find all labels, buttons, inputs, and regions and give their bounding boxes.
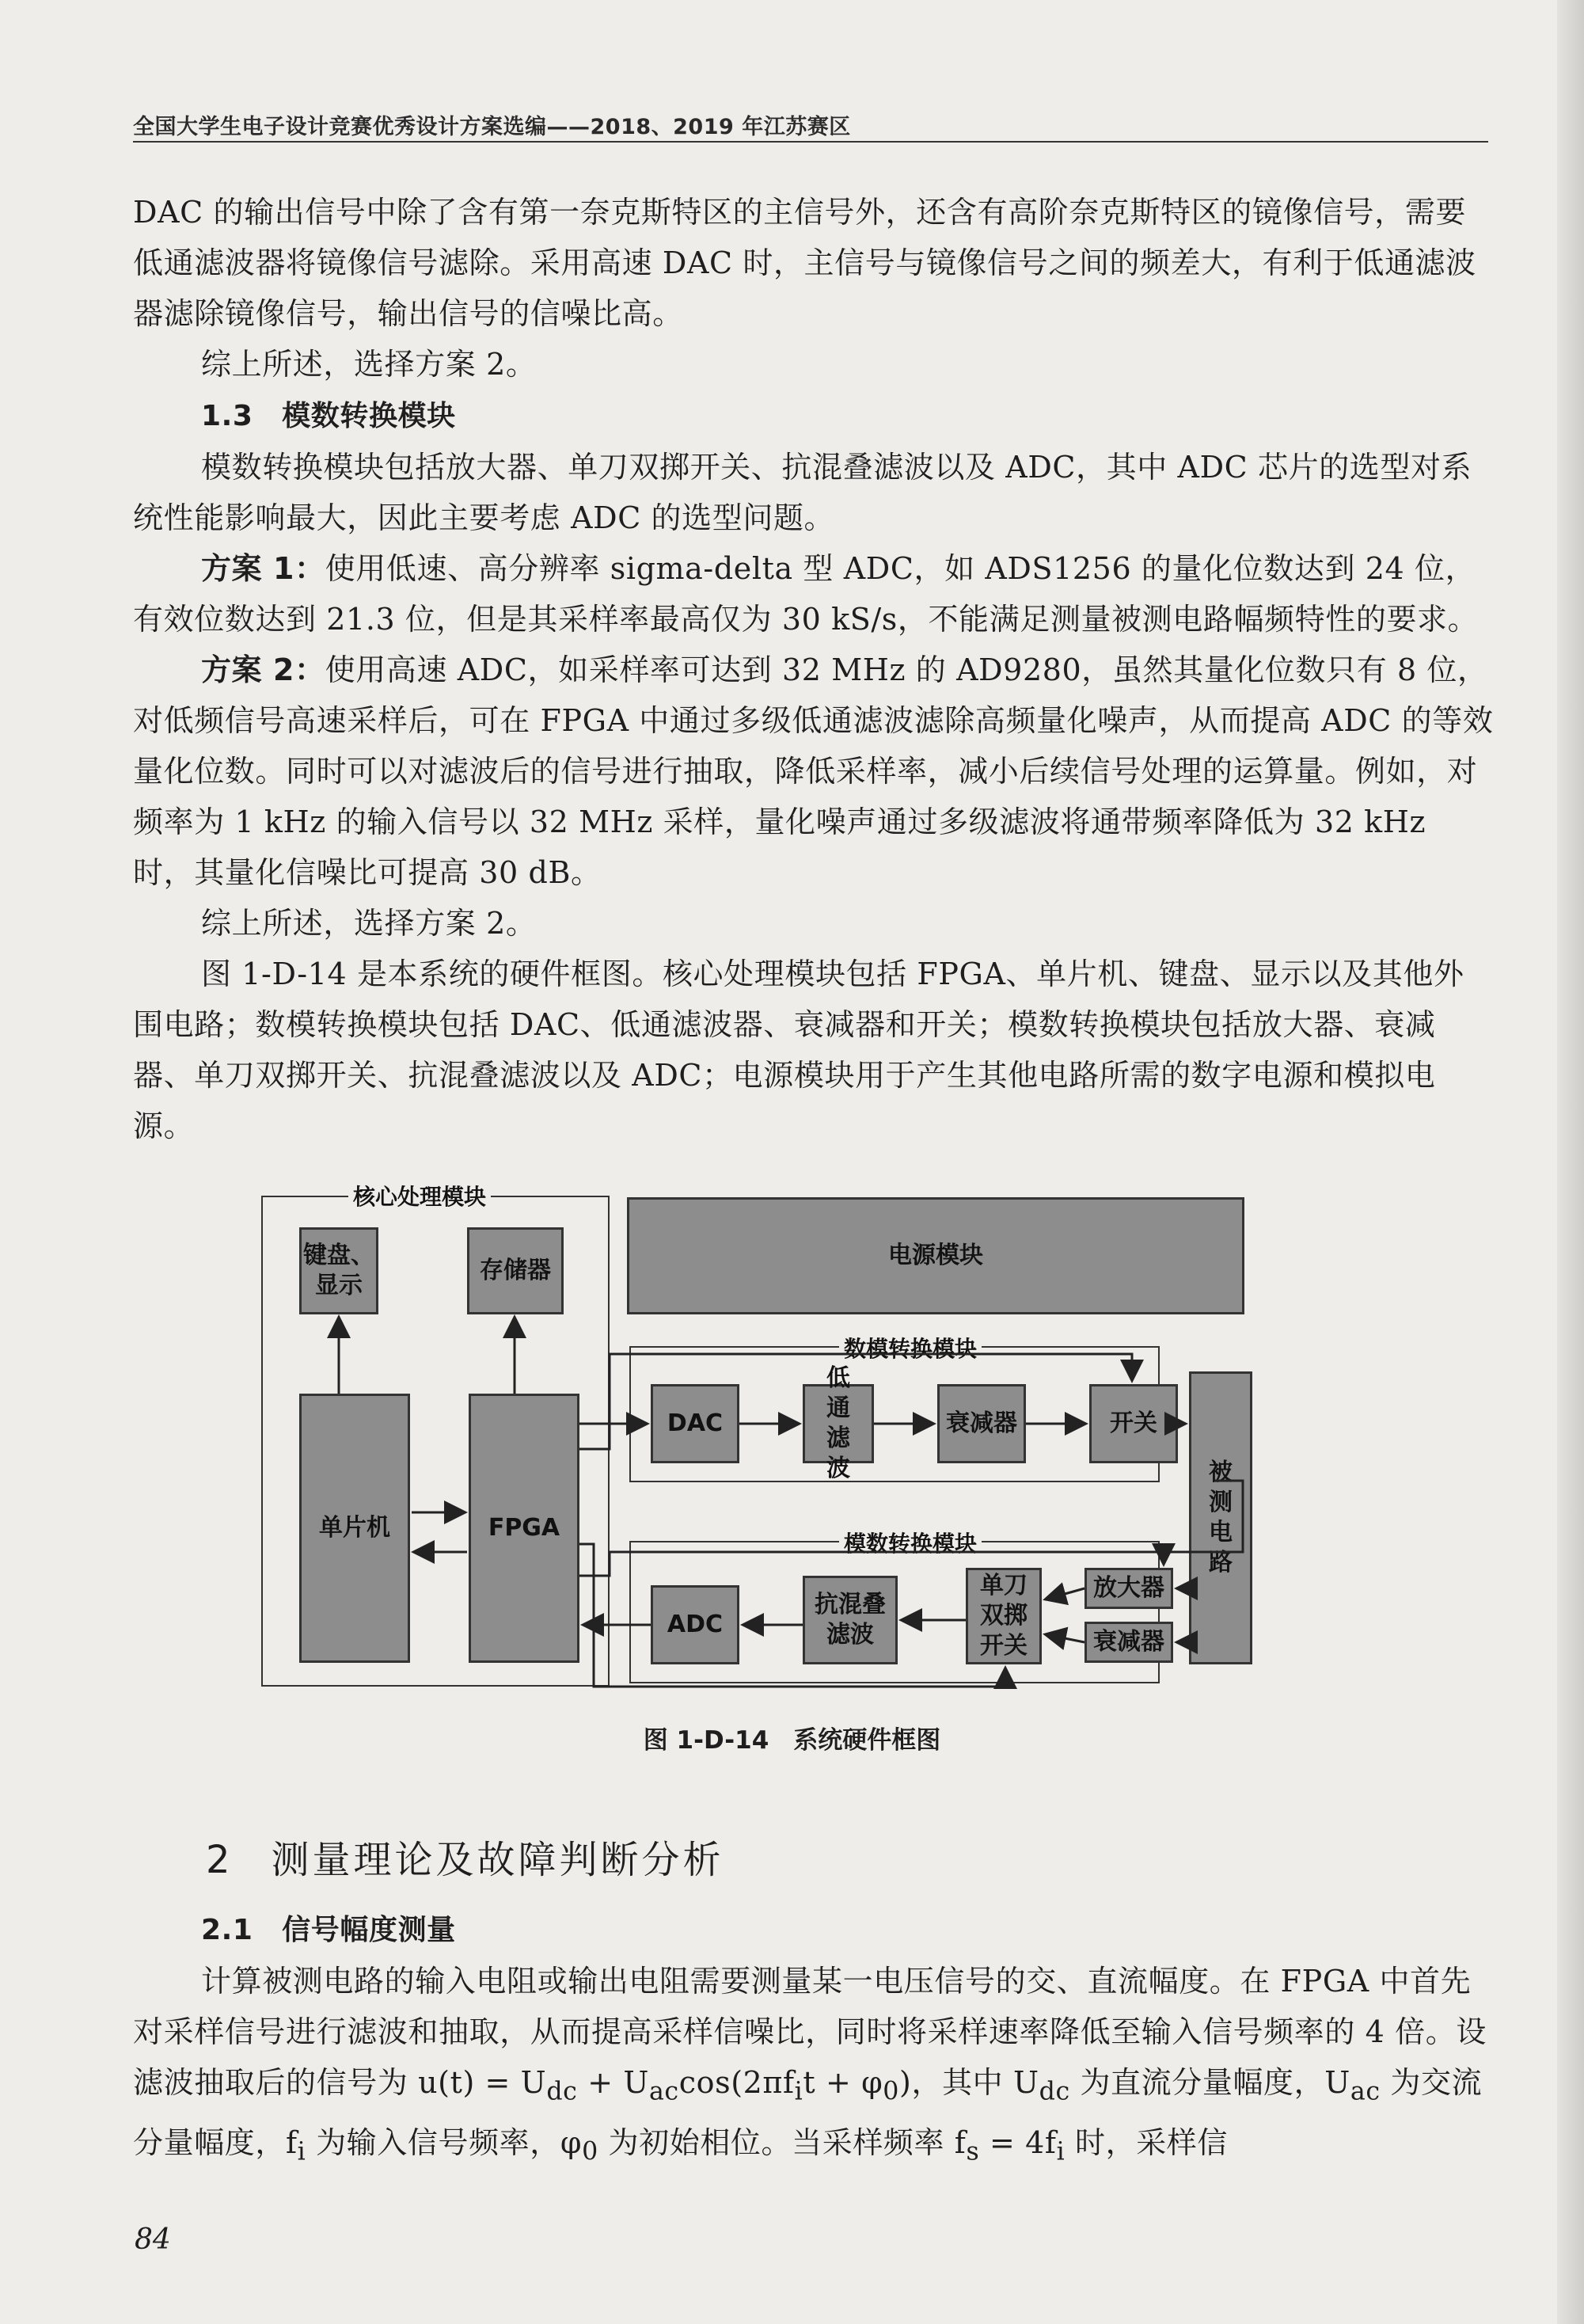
- spdt-switch-block: 单刀双掷开关: [966, 1568, 1042, 1664]
- keyboard-display-block: 键盘、显示: [299, 1227, 378, 1314]
- anti-alias-filter-block: 抗混叠滤波: [803, 1576, 898, 1664]
- dac-module-label: 数模转换模块: [839, 1332, 982, 1364]
- wire-att2-spdt: [1045, 1634, 1084, 1642]
- switch-block: 开关: [1089, 1384, 1178, 1463]
- section-2-1-heading: 2.1 信号幅度测量: [201, 1914, 456, 1946]
- text-block-2: [133, 1904, 1495, 2177]
- device-under-test-block: 被测电路: [1189, 1371, 1252, 1664]
- paragraph: 模数转换模块包括放大器、单刀双掷开关、抗混叠滤波以及 ADC，其中 ADC 芯片的选型对系统性能影响最大，因此主要考虑 ADC 的选型问题。: [133, 450, 1472, 535]
- wire-fpga-switch-ctrl: [579, 1354, 1132, 1449]
- section-1-3-heading: 1.3 模数转换模块: [201, 400, 456, 432]
- adc-block: ADC: [651, 1585, 739, 1664]
- lowpass-filter-block: 低通滤波: [803, 1384, 874, 1463]
- page-edge-shadow: [1557, 0, 1584, 2324]
- paragraph: 综上所述，选择方案 2。: [201, 906, 537, 941]
- attenuator-1-block: 衰减器: [937, 1384, 1026, 1463]
- plan-1-text: 使用低速、高分辨率 sigma-delta 型 ADC，如 ADS1256 的量化位数达到 24 位，有效位数达到 21.3 位，但是其采样率最高仅为 30 kS/s，不能满足测量被测电路幅频特性的要求。: [133, 551, 1479, 637]
- plan-2-lead: 方案 2：: [201, 652, 325, 687]
- running-header: 全国大学生电子设计竞赛优秀设计方案选编——2018、2019 年江苏赛区: [133, 115, 851, 139]
- wire-amp-spdt: [1045, 1588, 1084, 1599]
- figure-caption: 图 1-D-14 系统硬件框图: [643, 1726, 941, 1755]
- section-2-heading: [206, 1829, 724, 1884]
- fpga-block: FPGA: [469, 1394, 579, 1663]
- core-module-label: 核心处理模块: [348, 1180, 491, 1211]
- attenuator-2-block: 衰减器: [1084, 1622, 1173, 1663]
- wire-fpga-adc-ctrl: [579, 1481, 1243, 1576]
- paragraph: 图 1-D-14 是本系统的硬件框图。核心处理模块包括 FPGA、单片机、键盘、显示以及其他外围电路；数模转换模块包括 DAC、低通滤波器、衰减器和开关；模数转换模块包括放大器、衰减器、单刀双掷开关、抗混叠滤波以及 ADC；电源模块用于产生其他电路所需的数字电源和模拟电源。: [133, 957, 1464, 1143]
- amplifier-block: 放大器: [1084, 1568, 1173, 1609]
- adc-module-label: 模数转换模块: [839, 1527, 982, 1558]
- power-module-block: 电源模块: [627, 1197, 1244, 1314]
- wire-fpga-spdt-ctrl: [579, 1544, 1005, 1687]
- plan-1-lead: 方案 1：: [201, 551, 325, 586]
- plan-2-paragraph: [133, 645, 1495, 898]
- text-block-1: [133, 187, 1495, 1151]
- paragraph: 综上所述，选择方案 2。: [201, 347, 537, 382]
- section-2-number: 2: [206, 1838, 234, 1882]
- memory-block: 存储器: [467, 1227, 564, 1314]
- page-number: 84: [135, 2223, 171, 2256]
- diagram-wires: [261, 1180, 1267, 1702]
- dac-block: DAC: [651, 1384, 739, 1463]
- paragraph-formula: 计算被测电路的输入电阻或输出电阻需要测量某一电压信号的交、直流幅度。在 FPGA 中首先对采样信号进行滤波和抽取，从而提高采样信噪比，同时将采样速率降低至输入信号频率的 4 倍。设滤波抽取后的信号为 $u(t) = U_{dc} + U_{ac}\cos(2\pi f_it + \varphi_0)$，其中 $U_{dc}$ 为直流分量幅度，$U_{ac}$ 为交流分量幅度，$f_i$ 为输入信号频率，$\varphi_0$ 为初始相位。当采样频率 $f_s = 4f_i$ 时，采样信: [133, 1964, 1487, 2166]
- section-2-title: 测量理论及故障判断分析: [271, 1838, 724, 1882]
- plan-1-paragraph: [133, 543, 1495, 645]
- mcu-block: 单片机: [299, 1394, 410, 1663]
- plan-2-text: 使用高速 ADC，如采样率可达到 32 MHz 的 AD9280，虽然其量化位数只有 8 位，对低频信号高速采样后，可在 FPGA 中通过多级低通滤波滤除高频量化噪声，从而提高 ADC 的等效量化位数。同时可以对滤波后的信号进行抽取，降低采样率，减小后续信号处理的运算量。例如，对频率为 1 kHz 的输入信号以 32 MHz 采样，量化噪声通过多级滤波将通带频率降低为 32 kHz 时，其量化信噪比可提高 30 dB。: [133, 652, 1494, 890]
- system-hardware-block-diagram: [261, 1180, 1267, 1702]
- header-rule: [133, 141, 1488, 143]
- paragraph: DAC 的输出信号中除了含有第一奈克斯特区的主信号外，还含有高阶奈克斯特区的镜像信号，需要低通滤波器将镜像信号滤除。采用高速 DAC 时，主信号与镜像信号之间的频差大，有利于低通滤波器滤除镜像信号，输出信号的信噪比高。: [133, 195, 1476, 331]
